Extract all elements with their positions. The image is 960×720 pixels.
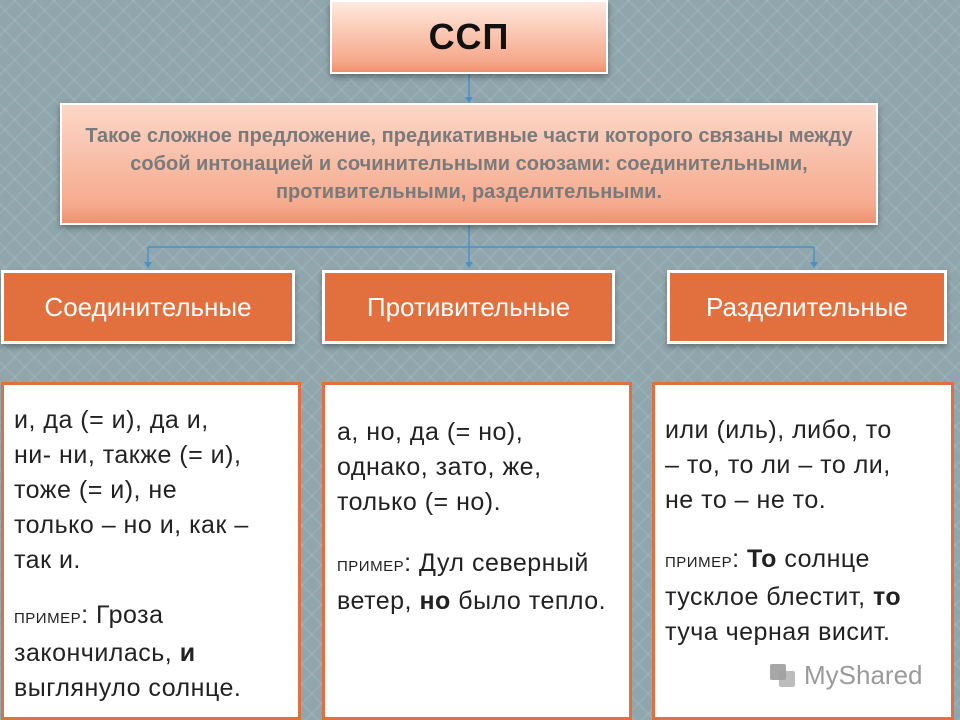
category-label-disjunctive: Разделительные (706, 291, 908, 322)
myshared-logo-icon (768, 660, 798, 690)
example-conjunction: но (419, 587, 451, 615)
example-conjunction: и (179, 639, 196, 667)
conjunction-list: и, да (= и), да и, ни- ни, также (= и), тоже (= и), не только – но и, как – так и. (14, 406, 249, 574)
example-conjunction: То (746, 545, 777, 573)
example-text: выглянуло солнце. (14, 674, 242, 702)
example-text: было тепло. (450, 587, 607, 615)
definition-box (60, 103, 878, 225)
category-label-adversative: Противительные (366, 291, 571, 322)
category-label-connective: Соединительные (44, 291, 252, 322)
example-prefix: ПРИМЕР (14, 610, 82, 627)
conjunction-box-connective (1, 382, 301, 720)
conjunction-list: а, но, да (= но), однако, зато, же, только (= но). (337, 418, 542, 516)
example-text: Гроза закончилась, (14, 601, 180, 667)
category-box-connective (1, 270, 295, 344)
category-box-adversative (322, 270, 615, 344)
watermark-text: MyShared (804, 659, 923, 690)
conjunction-list: или (иль), либо, то – то, то ли – то ли, не то – не то. (665, 416, 892, 514)
example-sentence: ПРИМЕР: Дул северный ветер, но было тепло. (337, 549, 607, 615)
watermark (768, 660, 923, 690)
example-sentence: ПРИМЕР: Гроза закончилась, и выглянуло солнце. (14, 601, 242, 702)
example-text: солнце тусклое блестит, (665, 545, 873, 611)
conjunction-box-adversative (322, 382, 632, 720)
example-sentence: ПРИМЕР: То солнце тусклое блестит, то туча черная висит. (665, 545, 902, 646)
diagram-title: ССП (428, 16, 510, 57)
example-text: туча черная висит. (665, 618, 891, 646)
title-box (330, 0, 608, 74)
category-box-disjunctive (667, 270, 947, 344)
example-prefix: ПРИМЕР (665, 554, 733, 571)
example-prefix: ПРИМЕР (337, 558, 405, 575)
example-text: Дул северный ветер, (337, 549, 589, 615)
example-conjunction: то (872, 583, 902, 611)
definition-text: Такое сложное предложение, предикативные части которого связаны между собой интонацией и сочинительными союзами: соединительными, противительными, разделительными. (85, 125, 853, 203)
